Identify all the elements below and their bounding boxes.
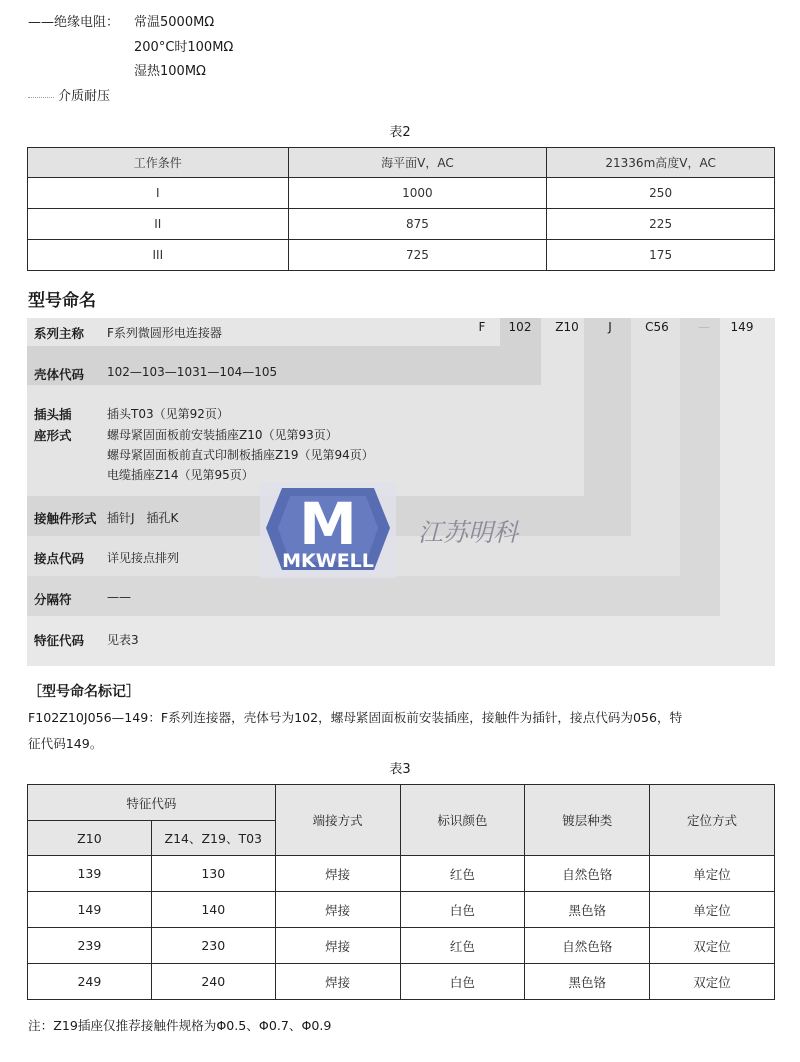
- table3-header-row: [28, 785, 775, 821]
- shell-code-label: 壳体代码: [34, 367, 85, 382]
- table-cell: 250: [547, 178, 775, 209]
- table3-header-cell: 标识颜色: [400, 785, 525, 856]
- table-cell: 黑色铬: [525, 964, 650, 1000]
- example-title: ［型号命名标记］: [28, 684, 140, 700]
- table-cell: 175: [547, 240, 775, 271]
- table3-header-group: 特征代码: [28, 785, 276, 821]
- table-cell: 139: [28, 856, 152, 892]
- table-row: [28, 856, 775, 892]
- example-line-1: F102Z10J056—149：F系列连接器，壳体号为102，螺母紧固面板前安装插座，接触件为插针，接点代码为056，特: [28, 710, 683, 725]
- naming-title: 型号命名: [28, 291, 96, 311]
- table-cell: III: [28, 240, 289, 271]
- code-insert: Z10: [555, 320, 579, 334]
- table-cell: 249: [28, 964, 152, 1000]
- table-cell: 725: [288, 240, 547, 271]
- insert-form-z19: 螺母紧固面板前直式印制板插座Z19（见第94页）: [107, 448, 374, 462]
- table-row: [28, 928, 775, 964]
- table-cell: 焊接: [275, 892, 400, 928]
- dielectric-label: 介质耐压: [58, 89, 111, 104]
- table2-header-cell: 工作条件: [28, 148, 289, 178]
- table-cell: 焊接: [275, 964, 400, 1000]
- table-cell: 单定位: [650, 892, 775, 928]
- insulation-label: ——绝缘电阻：: [28, 15, 120, 30]
- table3-caption: 表3: [389, 762, 411, 777]
- company-watermark: 江苏明科: [418, 518, 519, 547]
- table-cell: 红色: [400, 928, 525, 964]
- code-contact: J: [608, 320, 612, 334]
- insert-form-plug: 插头T03（见第92页）: [107, 407, 229, 421]
- logo-text: MKWELL: [282, 550, 374, 572]
- insert-form-label-2: 座形式: [34, 428, 72, 443]
- feature-code-label: 特征代码: [34, 633, 85, 648]
- insert-form-z14: 电缆插座Z14（见第95页）: [107, 468, 254, 482]
- table-cell: 黑色铬: [525, 892, 650, 928]
- insulation-200c: 200°C时100MΩ: [134, 40, 234, 55]
- table-row: [28, 209, 775, 240]
- table-row: [28, 240, 775, 271]
- table-cell: 焊接: [275, 928, 400, 964]
- table3-subheader-cell: Z10: [28, 821, 152, 856]
- table-cell: 白色: [400, 964, 525, 1000]
- dash-decoration: [28, 97, 54, 98]
- table3-header-cell: 定位方式: [650, 785, 775, 856]
- code-separator: —: [698, 320, 710, 334]
- table-cell: 焊接: [275, 856, 400, 892]
- table3-header-cell: 端接方式: [275, 785, 400, 856]
- table-cell: II: [28, 209, 289, 240]
- feature-code-value: 见表3: [107, 633, 139, 647]
- naming-bar-series: [27, 318, 500, 346]
- table2-header-row: [28, 148, 775, 178]
- table-cell: 225: [547, 209, 775, 240]
- table2-header-cell: 海平面V，AC: [288, 148, 547, 178]
- table-cell: 双定位: [650, 928, 775, 964]
- table-cell: 自然色铬: [525, 928, 650, 964]
- table2-header-cell: 21336m高度V，AC: [547, 148, 775, 178]
- code-feature: 149: [730, 320, 754, 334]
- code-series: F: [478, 320, 486, 334]
- table-cell: 149: [28, 892, 152, 928]
- code-contact-arrangement: C56: [645, 320, 669, 334]
- table-row: [28, 892, 775, 928]
- series-value: F系列微圆形电连接器: [107, 326, 222, 340]
- table-cell: 单定位: [650, 856, 775, 892]
- code-shell: 102: [508, 320, 532, 334]
- contact-type-value: 插针J 插孔K: [107, 511, 179, 525]
- table-cell: 1000: [288, 178, 547, 209]
- insulation-normal: 常温5000MΩ: [134, 15, 215, 30]
- separator-label: 分隔符: [34, 592, 72, 607]
- contact-code-value: 详见接点排列: [107, 551, 180, 565]
- insert-form-z10: 螺母紧固面板前安装插座Z10（见第93页）: [107, 428, 338, 442]
- table-cell: 239: [28, 928, 152, 964]
- example-line-2: 征代码149。: [28, 736, 103, 751]
- table-cell: 自然色铬: [525, 856, 650, 892]
- table3-subheader-cell: Z14、Z19、T03: [151, 821, 275, 856]
- table-cell: 红色: [400, 856, 525, 892]
- table-cell: 130: [151, 856, 275, 892]
- table-cell: I: [28, 178, 289, 209]
- table-cell: 白色: [400, 892, 525, 928]
- contact-type-label: 接触件形式: [34, 511, 97, 526]
- table-cell: 875: [288, 209, 547, 240]
- table-row: [28, 964, 775, 1000]
- footnote: 注：Z19插座仅推荐接触件规格为Φ0.5、Φ0.7、Φ0.9: [28, 1018, 332, 1033]
- table-cell: 双定位: [650, 964, 775, 1000]
- table-cell: 230: [151, 928, 275, 964]
- table3-header-cell: 镀层种类: [525, 785, 650, 856]
- table3: [27, 784, 775, 1000]
- contact-code-label: 接点代码: [34, 551, 85, 566]
- insert-form-label-1: 插头插: [34, 407, 72, 422]
- insulation-humid: 湿热100MΩ: [134, 64, 206, 79]
- series-label: 系列主称: [34, 326, 85, 341]
- table-cell: 140: [151, 892, 275, 928]
- mkwell-logo-icon: [260, 482, 396, 578]
- table2-caption: 表2: [389, 125, 411, 140]
- table-row: [28, 178, 775, 209]
- mkwell-logo: [260, 482, 396, 578]
- table2: [27, 147, 775, 271]
- separator-value: ——: [107, 590, 131, 604]
- table-cell: 240: [151, 964, 275, 1000]
- logo-letter: M: [299, 490, 357, 558]
- shell-code-value: 102—103—1031—104—105: [107, 365, 278, 379]
